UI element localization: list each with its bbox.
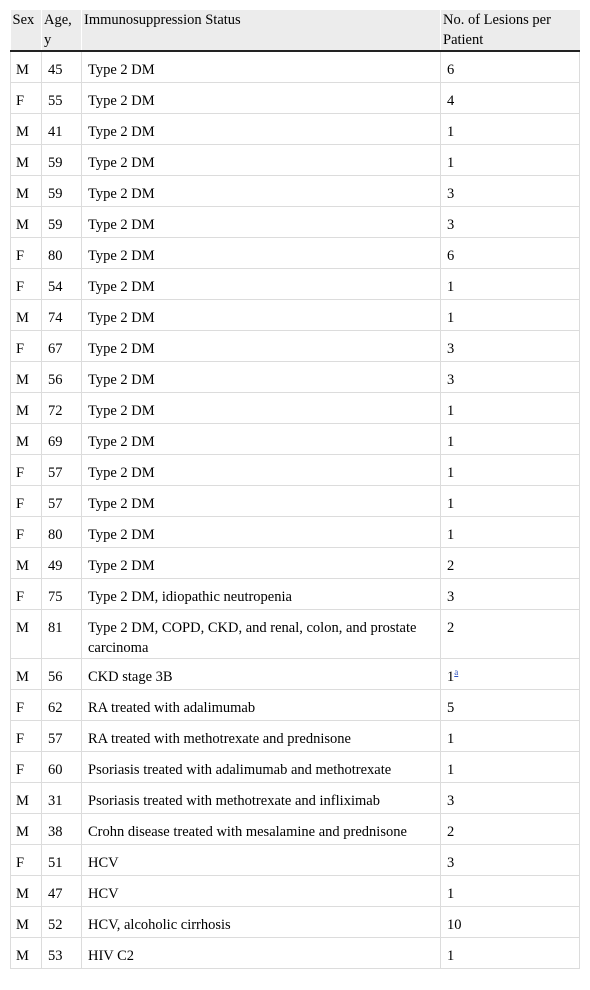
cell-status: [82, 658, 441, 689]
patient-table: [10, 10, 580, 969]
cell-status: [82, 578, 441, 609]
cell-lesions: [441, 609, 580, 658]
cell-lesions-text: 4: [447, 92, 455, 109]
cell-age-text: 75: [48, 588, 63, 605]
cell-age-text: 57: [48, 495, 63, 512]
table-container: [10, 10, 579, 969]
cell-status: [82, 906, 441, 937]
cell-lesions-text: 10: [447, 916, 462, 933]
cell-sex: [11, 751, 42, 782]
cell-lesions-text: 1: [447, 123, 455, 140]
cell-age: [42, 547, 82, 578]
cell-age-text: 60: [48, 761, 63, 778]
cell-sex: [11, 51, 42, 82]
cell-age-text: 55: [48, 92, 63, 109]
cell-sex-text: M: [16, 402, 29, 419]
table-row: [11, 361, 580, 392]
cell-age: [42, 113, 82, 144]
cell-status: [82, 237, 441, 268]
cell-lesions-text: 3: [447, 185, 455, 202]
cell-lesions: [441, 547, 580, 578]
table-row: [11, 392, 580, 423]
cell-status: [82, 361, 441, 392]
cell-lesions-text: 1: [447, 278, 455, 295]
cell-lesions-text: 1: [447, 761, 455, 778]
cell-status-text: HIV C2: [88, 947, 135, 964]
cell-status-text: Type 2 DM: [88, 62, 155, 78]
cell-sex-text: M: [16, 371, 29, 388]
cell-sex-text: F: [16, 278, 25, 295]
cell-sex: [11, 609, 42, 658]
cell-lesions: [441, 578, 580, 609]
cell-sex: [11, 813, 42, 844]
cell-status: [82, 875, 441, 906]
cell-age: [42, 813, 82, 844]
cell-status-text: HCV, alcoholic cirrhosis: [88, 916, 231, 933]
cell-status: [82, 720, 441, 751]
cell-lesions-text: 1: [447, 309, 455, 326]
table-row: [11, 144, 580, 175]
cell-status: [82, 751, 441, 782]
cell-lesions: [441, 720, 580, 751]
cell-sex-text: M: [16, 947, 29, 964]
cell-status-text: Psoriasis treated with methotrexate and infliximab: [88, 792, 380, 809]
cell-age: [42, 361, 82, 392]
cell-lesions: [441, 844, 580, 875]
header-status: Immunosuppression Status: [82, 10, 441, 51]
cell-sex: [11, 423, 42, 454]
cell-age: [42, 485, 82, 516]
cell-age: [42, 330, 82, 361]
table-row: [11, 51, 580, 82]
cell-sex: [11, 689, 42, 720]
cell-lesions: [441, 516, 580, 547]
cell-status-text: Type 2 DM: [88, 371, 155, 388]
cell-status-text: Type 2 DM: [88, 340, 155, 357]
cell-sex-text: M: [16, 154, 29, 171]
cell-lesions: [441, 392, 580, 423]
cell-lesions: [441, 175, 580, 206]
cell-status: [82, 937, 441, 968]
cell-sex-text: F: [16, 92, 25, 109]
cell-sex-text: F: [16, 588, 25, 605]
cell-lesions-text: 3: [447, 216, 455, 233]
cell-status-text: Type 2 DM: [88, 154, 155, 171]
cell-sex-text: M: [16, 916, 29, 933]
cell-age: [42, 175, 82, 206]
cell-lesions: [441, 113, 580, 144]
table-row: [11, 268, 580, 299]
cell-age: [42, 423, 82, 454]
cell-lesions-text: 1: [447, 730, 455, 747]
cell-status-text: Type 2 DM: [88, 216, 155, 233]
cell-age: [42, 516, 82, 547]
cell-lesions: [441, 751, 580, 782]
cell-sex: [11, 516, 42, 547]
table-row: [11, 609, 580, 658]
cell-sex-text: F: [16, 761, 25, 778]
cell-age: [42, 392, 82, 423]
cell-status: [82, 516, 441, 547]
cell-status-text: Type 2 DM: [88, 526, 155, 543]
table-row: [11, 578, 580, 609]
cell-status: [82, 813, 441, 844]
cell-status: [82, 175, 441, 206]
cell-status: [82, 299, 441, 330]
cell-age: [42, 609, 82, 658]
cell-sex-text: M: [16, 433, 29, 450]
cell-age: [42, 720, 82, 751]
cell-age: [42, 578, 82, 609]
table-row: [11, 720, 580, 751]
cell-status: [82, 330, 441, 361]
cell-sex: [11, 175, 42, 206]
cell-lesions: [441, 813, 580, 844]
table-row: [11, 299, 580, 330]
cell-age: [42, 689, 82, 720]
cell-lesions: [441, 82, 580, 113]
cell-status: [82, 423, 441, 454]
cell-age-text: 52: [48, 916, 63, 933]
cell-age-text: 72: [48, 402, 63, 419]
cell-sex-text: F: [16, 730, 25, 747]
cell-status-text: Type 2 DM: [88, 247, 155, 264]
cell-age: [42, 454, 82, 485]
cell-sex-text: M: [16, 216, 29, 233]
cell-age-text: 56: [48, 371, 63, 388]
cell-status-text: HCV: [88, 885, 119, 902]
cell-status: [82, 844, 441, 875]
cell-lesions-text: 3: [447, 340, 455, 357]
cell-age-text: 59: [48, 154, 63, 171]
cell-status-text: Psoriasis treated with adalimumab and methotrexate: [88, 761, 392, 778]
cell-status: [82, 51, 441, 82]
cell-sex: [11, 268, 42, 299]
cell-status-text: Type 2 DM: [88, 309, 155, 326]
table-row: [11, 813, 580, 844]
cell-lesions: [441, 689, 580, 720]
cell-age-text: 57: [48, 464, 63, 481]
table-row: [11, 82, 580, 113]
cell-status: [82, 454, 441, 485]
cell-status: [82, 144, 441, 175]
cell-age-text: 59: [48, 185, 63, 202]
header-age: Age, y: [42, 10, 82, 51]
cell-lesions: [441, 361, 580, 392]
cell-sex-text: F: [16, 247, 25, 264]
cell-age-text: 67: [48, 340, 63, 357]
cell-lesions: [441, 423, 580, 454]
cell-lesions: [441, 937, 580, 968]
cell-sex: [11, 113, 42, 144]
cell-lesions: [441, 144, 580, 175]
cell-sex: [11, 658, 42, 689]
table-row: [11, 485, 580, 516]
cell-status-text: RA treated with adalimumab: [88, 699, 256, 716]
table-row: [11, 906, 580, 937]
cell-age-text: 80: [48, 526, 63, 543]
footnote-marker: [454, 667, 458, 677]
cell-sex: [11, 906, 42, 937]
header-sex: Sex: [11, 10, 42, 51]
cell-sex-text: M: [16, 668, 29, 685]
cell-age-text: 59: [48, 216, 63, 233]
cell-sex: [11, 875, 42, 906]
cell-age-text: 80: [48, 247, 63, 264]
cell-lesions-text: 2: [447, 619, 455, 636]
cell-lesions: [441, 906, 580, 937]
cell-sex-text: M: [16, 619, 29, 636]
table-row: [11, 516, 580, 547]
cell-status-text: Type 2 DM: [88, 185, 155, 202]
cell-sex: [11, 578, 42, 609]
table-body: [11, 51, 580, 968]
cell-status-text: Type 2 DM: [88, 464, 155, 481]
table-row: [11, 237, 580, 268]
cell-age-text: 51: [48, 854, 63, 871]
cell-status: [82, 609, 441, 658]
table-row: [11, 782, 580, 813]
cell-age: [42, 82, 82, 113]
cell-sex-text: F: [16, 854, 25, 871]
table-row: [11, 751, 580, 782]
cell-lesions: [441, 454, 580, 485]
cell-lesions: [441, 237, 580, 268]
cell-sex-text: M: [16, 792, 29, 809]
cell-lesions: [441, 782, 580, 813]
cell-lesions: [441, 875, 580, 906]
cell-status: [82, 485, 441, 516]
cell-status: [82, 782, 441, 813]
table-row: [11, 454, 580, 485]
cell-sex: [11, 144, 42, 175]
table-row: [11, 175, 580, 206]
cell-lesions-text: 1: [447, 526, 455, 543]
cell-sex: [11, 844, 42, 875]
cell-age-text: 49: [48, 557, 63, 574]
cell-status-text: Type 2 DM, COPD, CKD, and renal, colon, and prostate carcinoma: [88, 619, 417, 656]
cell-age: [42, 844, 82, 875]
cell-age: [42, 658, 82, 689]
cell-sex: [11, 206, 42, 237]
cell-sex: [11, 82, 42, 113]
cell-sex: [11, 454, 42, 485]
header-row: [11, 10, 580, 51]
cell-age: [42, 51, 82, 82]
cell-age-text: 31: [48, 792, 63, 809]
cell-lesions-text: 2: [447, 823, 455, 840]
table-row: [11, 689, 580, 720]
cell-lesions: [441, 658, 580, 689]
cell-lesions: [441, 51, 580, 82]
cell-age: [42, 906, 82, 937]
cell-sex-text: F: [16, 526, 25, 543]
cell-lesions-text: 3: [447, 371, 455, 388]
cell-sex: [11, 361, 42, 392]
cell-lesions-text: 1: [447, 402, 455, 419]
cell-lesions-text: 5: [447, 699, 455, 716]
cell-age-text: 45: [48, 62, 63, 78]
footnote-link[interactable]: a: [454, 666, 459, 677]
table-row: [11, 875, 580, 906]
cell-lesions-text: 1: [447, 947, 455, 964]
table-row: [11, 937, 580, 968]
cell-lesions-text: 1: [447, 154, 455, 171]
table-row: [11, 206, 580, 237]
cell-sex-text: F: [16, 699, 25, 716]
cell-status-text: Type 2 DM: [88, 402, 155, 419]
cell-lesions: [441, 330, 580, 361]
cell-sex-text: M: [16, 62, 29, 78]
cell-status: [82, 206, 441, 237]
cell-age: [42, 751, 82, 782]
table-row: [11, 330, 580, 361]
cell-sex: [11, 485, 42, 516]
cell-status-text: HCV: [88, 854, 119, 871]
cell-age: [42, 237, 82, 268]
cell-age-text: 47: [48, 885, 63, 902]
cell-age: [42, 206, 82, 237]
cell-sex: [11, 392, 42, 423]
table-row: [11, 658, 580, 689]
cell-age-text: 57: [48, 730, 63, 747]
cell-status: [82, 268, 441, 299]
cell-sex: [11, 330, 42, 361]
cell-age-text: 56: [48, 668, 63, 685]
cell-sex-text: M: [16, 123, 29, 140]
table-row: [11, 113, 580, 144]
cell-sex-text: M: [16, 823, 29, 840]
cell-lesions-text: 3: [447, 854, 455, 871]
cell-status: [82, 82, 441, 113]
cell-lesions-text: 1: [447, 885, 455, 902]
cell-status-text: CKD stage 3B: [88, 668, 173, 685]
cell-lesions-text: 1: [447, 668, 455, 685]
cell-status: [82, 392, 441, 423]
cell-sex-text: F: [16, 340, 25, 357]
cell-lesions: [441, 206, 580, 237]
cell-status-text: Crohn disease treated with mesalamine and prednisone: [88, 823, 407, 840]
cell-age: [42, 782, 82, 813]
cell-age: [42, 268, 82, 299]
cell-age-text: 54: [48, 278, 63, 295]
header-lesions: No. of Lesions per Patient: [443, 12, 551, 48]
cell-lesions: [441, 299, 580, 330]
cell-status-text: Type 2 DM: [88, 557, 155, 574]
table-row: [11, 547, 580, 578]
cell-lesions-text: 1: [447, 464, 455, 481]
cell-sex-text: M: [16, 309, 29, 326]
cell-lesions-text: 2: [447, 557, 455, 574]
cell-status-text: RA treated with methotrexate and prednisone: [88, 730, 351, 747]
cell-status-text: Type 2 DM: [88, 495, 155, 512]
cell-lesions-text: 3: [447, 792, 455, 809]
cell-status: [82, 547, 441, 578]
cell-age: [42, 937, 82, 968]
cell-sex: [11, 237, 42, 268]
cell-sex: [11, 720, 42, 751]
cell-status-text: Type 2 DM: [88, 433, 155, 450]
cell-sex: [11, 547, 42, 578]
cell-age-text: 74: [48, 309, 63, 326]
cell-status: [82, 113, 441, 144]
cell-status: [82, 689, 441, 720]
table-row: [11, 423, 580, 454]
cell-sex: [11, 782, 42, 813]
cell-status-text: Type 2 DM: [88, 278, 155, 295]
cell-age: [42, 875, 82, 906]
cell-age-text: 69: [48, 433, 63, 450]
cell-sex-text: F: [16, 464, 25, 481]
cell-lesions: [441, 485, 580, 516]
cell-status-text: Type 2 DM: [88, 123, 155, 140]
cell-sex-text: M: [16, 557, 29, 574]
cell-lesions-text: 3: [447, 588, 455, 605]
cell-status-text: Type 2 DM: [88, 92, 155, 109]
cell-lesions-text: 1: [447, 495, 455, 512]
cell-age-text: 62: [48, 699, 63, 716]
cell-sex: [11, 299, 42, 330]
cell-lesions-text: 6: [447, 62, 455, 78]
cell-lesions-text: 6: [447, 247, 455, 264]
cell-age-text: 53: [48, 947, 63, 964]
cell-sex-text: M: [16, 185, 29, 202]
cell-age-text: 41: [48, 123, 63, 140]
cell-age: [42, 299, 82, 330]
cell-age: [42, 144, 82, 175]
table-row: [11, 844, 580, 875]
cell-sex-text: M: [16, 885, 29, 902]
cell-sex: [11, 937, 42, 968]
cell-age-text: 81: [48, 619, 63, 636]
cell-sex-text: F: [16, 495, 25, 512]
table-header: [11, 10, 580, 51]
cell-lesions: [441, 268, 580, 299]
cell-lesions-text: 1: [447, 433, 455, 450]
cell-status-text: Type 2 DM, idiopathic neutropenia: [88, 588, 292, 605]
cell-age-text: 38: [48, 823, 63, 840]
